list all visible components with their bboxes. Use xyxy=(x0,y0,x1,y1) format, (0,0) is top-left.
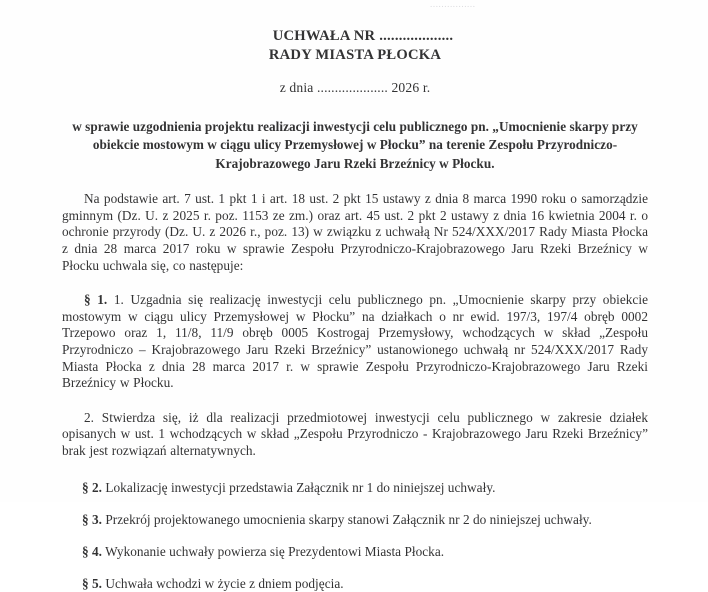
title-resolution-number: UCHWAŁA NR ................... xyxy=(272,28,454,44)
document-date-line: z dnia .................... 2026 r. xyxy=(279,80,431,95)
title-council-name: RADY MIASTA PŁOCKA xyxy=(268,46,442,63)
section-4-mark: § 4. xyxy=(82,543,103,559)
preamble-paragraph: Na podstawie art. 7 ust. 1 pkt 1 i art. 18 ust. 2 pkt 15 ustawy z dnia 8 marca 1990 roku o samorządzie gminnym (Dz. U. z 2025 r. poz. 1153 ze zm.) oraz art. 45 ust. 2 pkt 2 ustawy z dnia 16 kwietnia 2004 r. o ochronie przyrody (Dz. U. z 2026 r., poz. 13) w związku z uchwałą Nr 524/XXX/2017 Rady Miasta Płocka z dnia 28 marca 2017 roku w sprawie Zespołu Przyrodniczo-Krajobrazowego Jaru Rzeki Brzeźnicy w Płocku uchwala się, co następuje: xyxy=(62,191,648,273)
section-4-text: Wykonanie uchwały powierza się Prezydentowi Miasta Płocka. xyxy=(102,543,445,559)
document-subject-heading: w sprawie uzgodnienia projektu realizacji inwestycji celu publicznego pn. „Umocnienie skarpy przy obiekcie mostowym w ciągu ulicy Przemysłowej w Płocku” na terenie Zespołu Przyrodniczo-Krajobrazowego Jaru Rzeki Brzeźnicy w Płocku. xyxy=(72,119,638,171)
document-content xyxy=(62,0,648,592)
section-2-text: Lokalizację inwestycji przedstawia Załącznik nr 1 do niniejszej uchwały. xyxy=(102,479,496,495)
section-3-text: Przekrój projektowanego umocnienia skarpy stanowi Załącznik nr 2 do niniejszej uchwały. xyxy=(102,511,592,527)
section-2-line xyxy=(62,480,648,497)
section-5-mark: § 5. xyxy=(82,575,103,591)
section-3-mark: § 3. xyxy=(82,511,103,527)
section-2-mark: § 2. xyxy=(82,479,103,495)
section-1-paragraph xyxy=(62,292,648,392)
section-5-line xyxy=(62,576,648,592)
section-1-mark: § 1. xyxy=(84,292,108,308)
section-1-item-2-paragraph: 2. Stwierdza się, iż dla realizacji przedmiotowej inwestycji celu publicznego w zakresie działek opisanych w ust. 1 wchodzących w skład „Zespołu Przyrodniczo - Krajobrazowego Jaru Rzeki Brzeźnicy” brak jest rozwiązań alternatywnych. xyxy=(62,409,648,458)
document-title-block xyxy=(62,27,648,64)
scan-artifact-text: ................ xyxy=(430,0,476,8)
section-5-text: Uchwała wchodzi w życie z dniem podjęcia. xyxy=(102,575,344,591)
section-3-line xyxy=(62,512,648,529)
section-4-line xyxy=(62,544,648,561)
section-1-text: 1. Uzgadnia się realizację inwestycji celu publicznego pn. „Umocnienie skarpy przy obiekcie mostowym w ciągu ulicy Przemysłowej w Płocku” na działkach o nr ewid. 197/3, 197/4 obręb 0002 Trzepowo oraz 1, 11/8, 11/9 obręb 0005 Kostrogaj Przemysłowy, wchodzących w skład „Zespołu Przyrodniczo – Krajobrazowego Jaru Rzeki Brzeźnicy” ustanowionego uchwałą nr 524/XXX/2017 Rady Miasta Płocka z dnia 28 marca 2017 r. w sprawie Zespołu Przyrodniczo-Krajobrazowego Jaru Rzeki Brzeźnicy w Płocku. xyxy=(62,292,648,391)
numbered-sections-list xyxy=(62,480,648,592)
